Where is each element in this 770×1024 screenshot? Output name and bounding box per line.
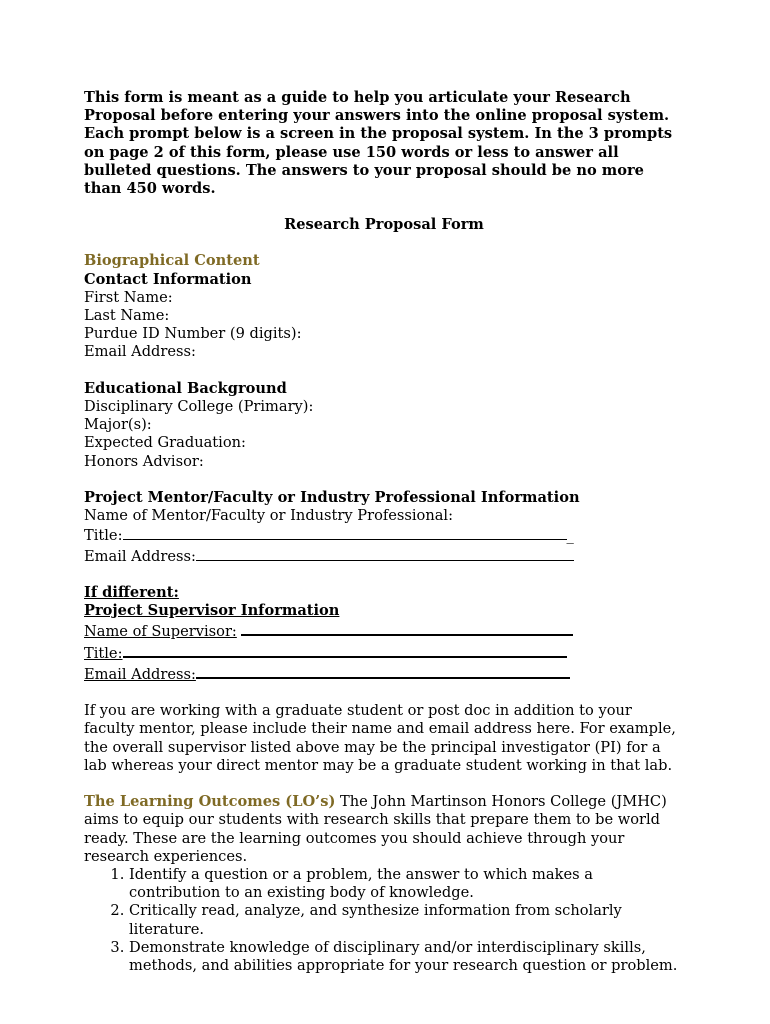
mentor-name-label: Name of Mentor/Faculty or Industry Professional: — [84, 507, 454, 525]
education-heading: Educational Background — [84, 379, 287, 397]
learning-outcomes-text: The John Martinson Honors College (JMHC) aims to equip our students with research skills that prepare them to be world ready. These are the learning outcomes you should achieve through your research experiences. — [84, 793, 667, 865]
list-item: 2. Critically read, analyze, and synthesize information from scholarly literature. — [129, 902, 684, 938]
mentor-email-row — [84, 546, 684, 566]
supervisor-title-row — [84, 642, 684, 663]
supervisor-email-label: Email Address: — [84, 665, 196, 683]
mentor-heading: Project Mentor/Faculty or Industry Professional Information — [84, 489, 580, 507]
supervisor-heading: Project Supervisor Information — [84, 602, 340, 620]
learning-outcomes-heading: The Learning Outcomes (LO’s) — [84, 793, 336, 811]
grad-student-note: If you are working with a graduate student or post doc in addition to your faculty mentor, please include their name and email address here. For example, the overall supervisor listed above may be the principal investigator (PI) for a lab whereas your direct mentor may be a graduate student working in that lab. — [84, 702, 676, 774]
mentor-email-blank[interactable] — [196, 546, 574, 561]
supervisor-name-row — [84, 620, 684, 641]
learning-outcomes-list — [84, 866, 684, 975]
list-item: 3. Demonstrate knowledge of disciplinary and/or interdisciplinary skills, methods, and abilities appropriate for your research question or problem. — [129, 939, 684, 975]
majors-label: Major(s): — [84, 416, 152, 434]
mentor-title-tail: _ — [566, 527, 574, 545]
learning-outcomes-paragraph — [84, 793, 684, 866]
supervisor-email-blank[interactable] — [196, 663, 570, 679]
college-label: Disciplinary College (Primary): — [84, 398, 314, 416]
biographical-heading: Biographical Content — [84, 252, 260, 270]
first-name-label: First Name: — [84, 288, 173, 306]
email-label: Email Address: — [84, 343, 196, 361]
mentor-email-label: Email Address: — [84, 547, 196, 565]
if-different-label: If different: — [84, 584, 179, 602]
list-item: 1. Identify a question or a problem, the answer to which makes a contribution to an existing body of knowledge. — [129, 866, 684, 902]
mentor-title-row — [84, 525, 684, 545]
document-page — [84, 89, 684, 975]
supervisor-title-blank[interactable] — [123, 642, 567, 658]
last-name-label: Last Name: — [84, 307, 170, 325]
mentor-title-label: Title: — [84, 527, 123, 545]
form-title: Research Proposal Form — [284, 216, 484, 234]
mentor-title-blank[interactable] — [123, 525, 567, 540]
supervisor-name-blank[interactable] — [241, 620, 573, 636]
supervisor-name-label: Name of Supervisor: — [84, 623, 237, 641]
graduation-label: Expected Graduation: — [84, 434, 246, 452]
purdue-id-label: Purdue ID Number (9 digits): — [84, 325, 302, 343]
contact-heading: Contact Information — [84, 270, 252, 288]
intro-paragraph: This form is meant as a guide to help you articulate your Research Proposal before entering your answers into the online proposal system. Each prompt below is a screen in the proposal system. In the 3 prompts on page 2 of this form, please use 150 words or less to answer all bulleted questions. The answers to your proposal should be no more than 450 words. — [84, 89, 673, 198]
honors-advisor-label: Honors Advisor: — [84, 452, 204, 470]
supervisor-title-label: Title: — [84, 644, 123, 662]
supervisor-email-row — [84, 663, 684, 684]
